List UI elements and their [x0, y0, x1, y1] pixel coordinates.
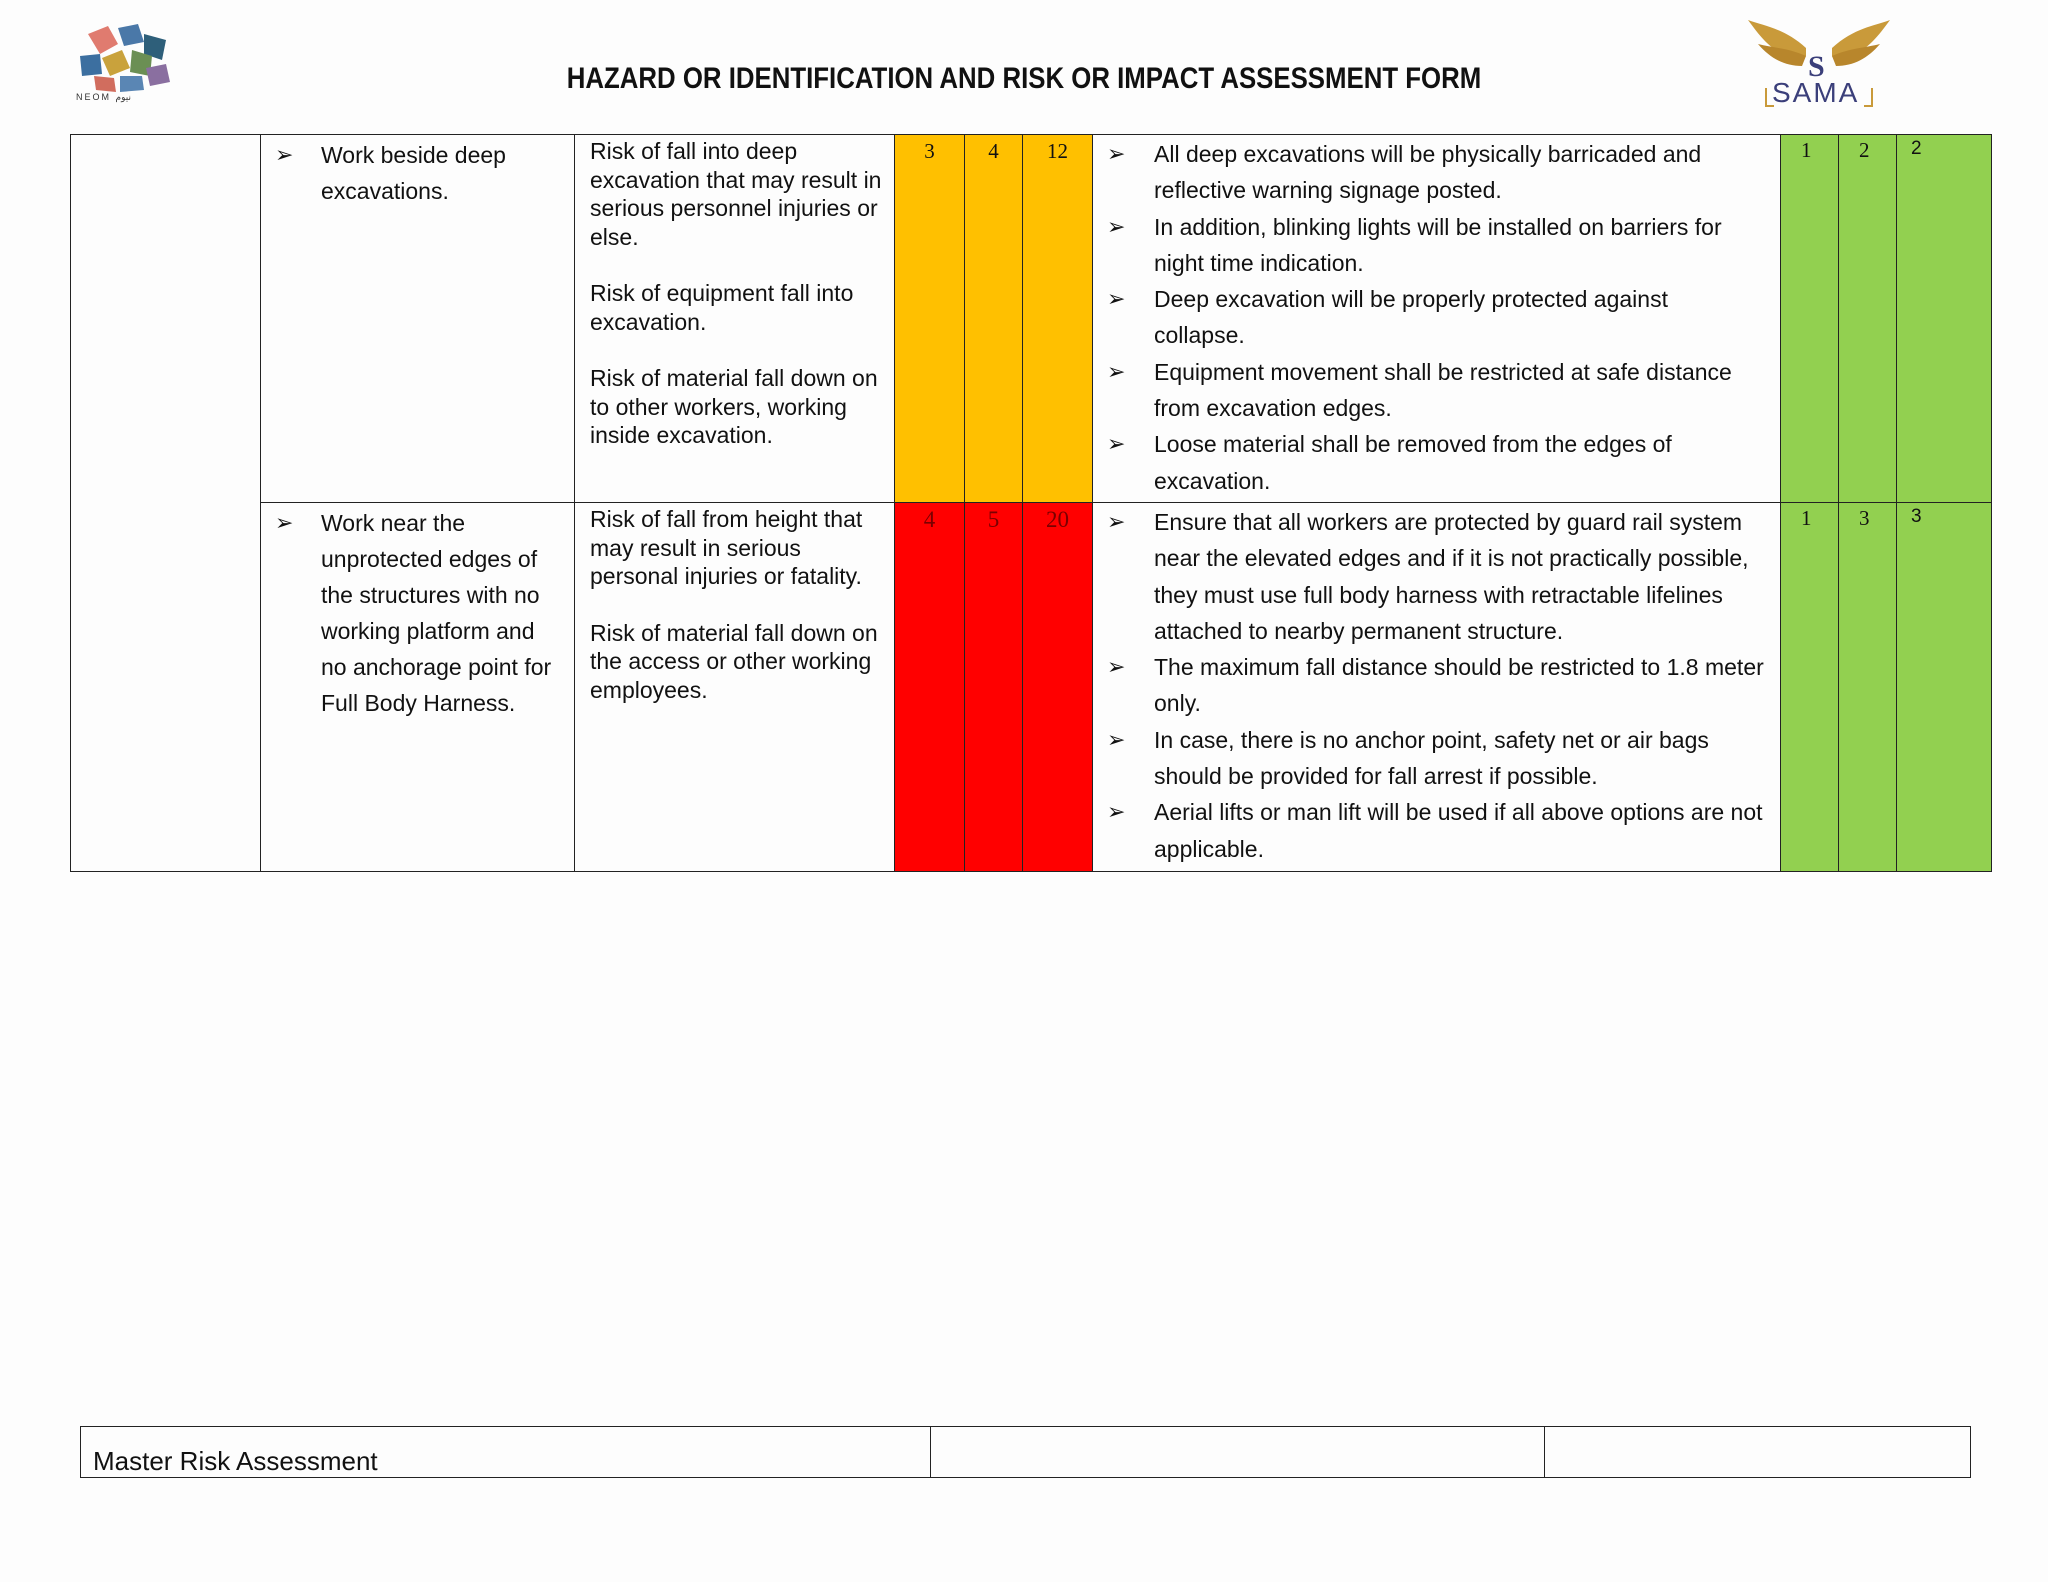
initial-severity: 4	[965, 135, 1023, 503]
control-item: ➢ In case, there is no anchor point, safety net or air bags should be provided for fall arrest if possible.	[1107, 722, 1764, 795]
arrow-bullet-icon: ➢	[1107, 358, 1126, 384]
control-item: ➢ All deep excavations will be physically barricaded and reflective warning signage posted.	[1107, 136, 1764, 209]
activity-text: Work beside deep excavations.	[321, 142, 506, 204]
control-item: ➢ The maximum fall distance should be restricted to 1.8 meter only.	[1107, 649, 1764, 722]
residual-likelihood: 1	[1781, 135, 1839, 503]
sama-logo	[1744, 18, 1894, 110]
svg-text:S: S	[1808, 50, 1825, 83]
arrow-bullet-icon: ➢	[275, 510, 294, 535]
hazard-text: Risk of material fall down on to other workers, working inside excavation.	[590, 365, 878, 448]
arrow-bullet-icon: ➢	[1107, 213, 1126, 239]
footer-cell	[1545, 1427, 1971, 1478]
arrow-bullet-icon: ➢	[1107, 509, 1126, 534]
footer-row	[81, 1427, 1971, 1478]
initial-likelihood: 4	[895, 503, 965, 872]
initial-severity: 5	[965, 503, 1023, 872]
control-item: ➢ In addition, blinking lights will be installed on barriers for night time indication.	[1107, 209, 1764, 282]
initial-risk-rating: 20	[1023, 503, 1093, 872]
table-row	[71, 135, 1992, 503]
initial-likelihood: 3	[895, 135, 965, 503]
activity-cell	[261, 503, 575, 872]
control-item: ➢ Aerial lifts or man lift will be used if all above options are not applicable.	[1107, 794, 1764, 867]
risk-assessment-table	[70, 134, 1992, 872]
blank-cell	[71, 135, 261, 872]
arrow-bullet-icon: ➢	[1107, 141, 1126, 166]
arrow-bullet-icon: ➢	[1107, 726, 1126, 752]
hazard-text: Risk of equipment fall into excavation.	[590, 280, 854, 335]
page-title: HAZARD OR IDENTIFICATION AND RISK OR IMPACT ASSESSMENT FORM	[566, 62, 1482, 95]
residual-severity: 3	[1839, 503, 1897, 872]
footer-document-name: Master Risk Assessment	[81, 1427, 931, 1478]
arrow-bullet-icon: ➢	[1107, 654, 1126, 680]
table-row	[71, 503, 1992, 872]
control-item: ➢ Deep excavation will be properly protected against collapse.	[1107, 281, 1764, 354]
control-item: ➢ Equipment movement shall be restricted at safe distance from excavation edges.	[1107, 354, 1764, 427]
initial-risk-rating: 12	[1023, 135, 1093, 503]
activity-cell	[261, 135, 575, 503]
hazard-cell	[575, 135, 895, 503]
hazard-text: Risk of fall from height that may result in serious personal injuries or fatality.	[590, 506, 863, 589]
activity-text: Work near the unprotected edges of the structures with no working platform and no anchorage point for Full Body Harness.	[321, 510, 552, 716]
residual-likelihood: 1	[1781, 503, 1839, 872]
controls-cell	[1093, 135, 1781, 503]
arrow-bullet-icon: ➢	[1107, 431, 1126, 457]
svg-text:NEOM نيوم: NEOM نيوم	[76, 92, 131, 102]
footer-table	[80, 1426, 1971, 1478]
control-item: ➢ Ensure that all workers are protected by guard rail system near the elevated edges and if it is not practically possible, they must use full body harness with retractable lifelines attached to nearby permanent structure.	[1107, 504, 1764, 649]
control-item: ➢ Loose material shall be removed from the edges of excavation.	[1107, 426, 1764, 499]
residual-risk-rating: 2	[1897, 135, 1992, 503]
arrow-bullet-icon: ➢	[1107, 799, 1126, 825]
footer-cell	[931, 1427, 1545, 1478]
svg-text:SAMA: SAMA	[1772, 77, 1860, 108]
arrow-bullet-icon: ➢	[1107, 286, 1126, 312]
residual-risk-rating: 3	[1897, 503, 1992, 872]
hazard-text: Risk of fall into deep excavation that may result in serious personnel injuries or else.	[590, 138, 882, 250]
hazard-text: Risk of material fall down on the access or other working employees.	[590, 619, 878, 703]
residual-severity: 2	[1839, 135, 1897, 503]
controls-cell	[1093, 503, 1781, 872]
hazard-cell	[575, 503, 895, 872]
arrow-bullet-icon: ➢	[275, 142, 294, 167]
